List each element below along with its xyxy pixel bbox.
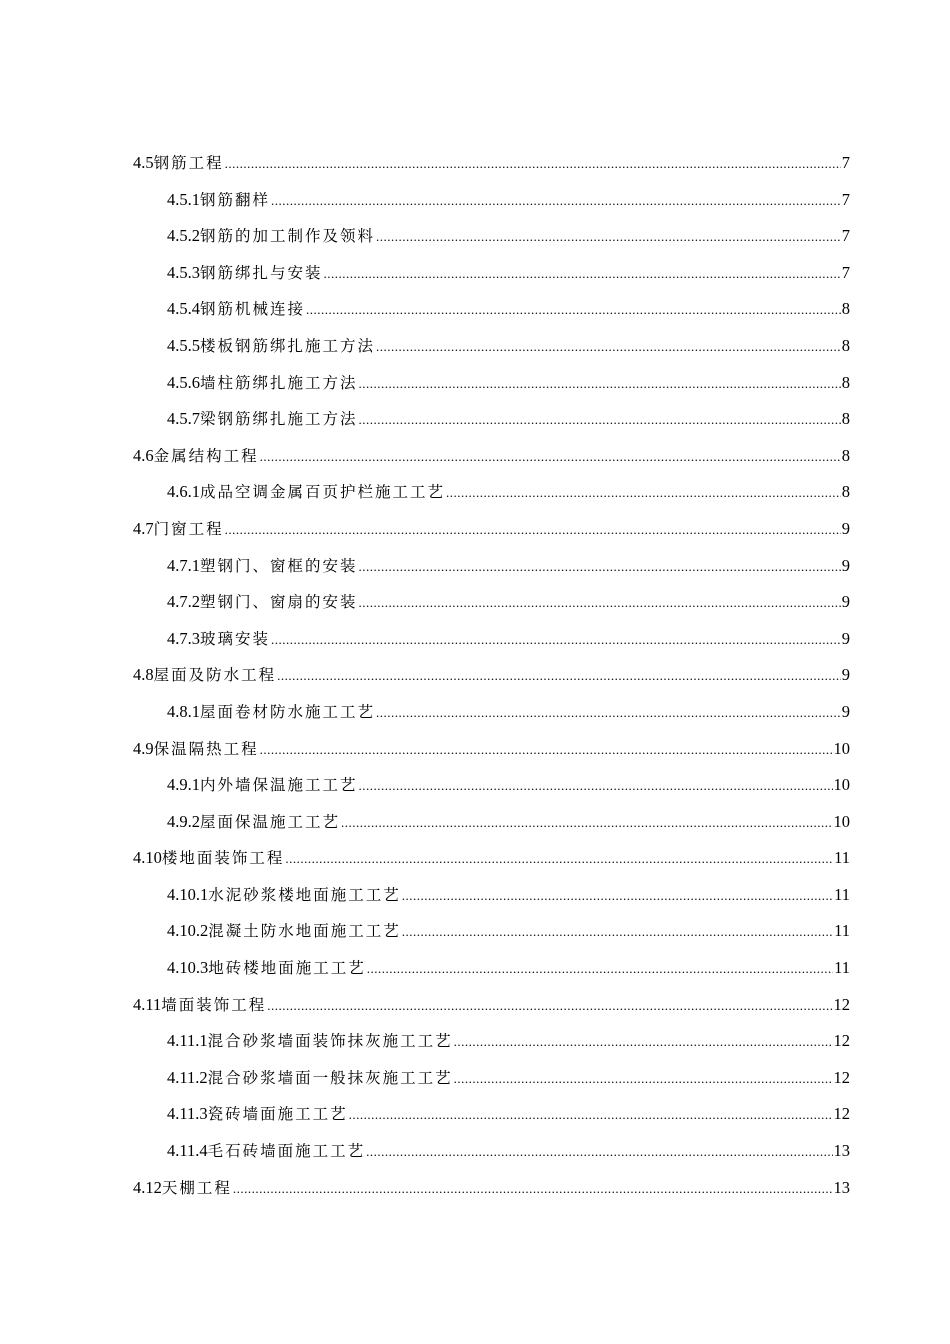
toc-entry-number: 4.5 bbox=[133, 153, 154, 172]
toc-entry-number: 4.6 bbox=[133, 445, 154, 465]
toc-entry[interactable] bbox=[133, 511, 850, 548]
toc-entry-title: 毛石砖墙面施工工艺 bbox=[207, 1142, 366, 1161]
toc-dot-leader bbox=[260, 438, 841, 476]
toc-entry-number: 4.9.2 bbox=[167, 811, 200, 831]
toc-dot-leader bbox=[341, 804, 832, 842]
toc-entry-number: 4.5.2 bbox=[167, 226, 200, 246]
toc-entry-page: 9 bbox=[841, 592, 850, 612]
toc-entry-number: 4.5.7 bbox=[167, 409, 200, 429]
toc-entry-page: 11 bbox=[834, 958, 850, 978]
toc-dot-leader bbox=[367, 950, 833, 988]
toc-dot-leader bbox=[359, 401, 841, 439]
toc-entry-title: 瓷砖墙面施工工艺 bbox=[207, 1105, 348, 1124]
toc-entry-number: 4.10.3 bbox=[167, 958, 209, 978]
toc-entry[interactable] bbox=[133, 731, 850, 768]
toc-entry-page: 8 bbox=[841, 299, 850, 319]
toc-entry-title: 屋面及防水工程 bbox=[153, 666, 277, 685]
toc-dot-leader bbox=[225, 145, 841, 183]
toc-dot-leader bbox=[366, 1133, 832, 1171]
toc-dot-leader bbox=[454, 1060, 833, 1098]
toc-entry-page: 7 bbox=[841, 226, 850, 246]
toc-dot-leader bbox=[285, 840, 833, 878]
toc-entry-number: 4.11.4 bbox=[167, 1141, 208, 1161]
toc-dot-leader bbox=[446, 474, 841, 512]
toc-entry-title: 钢筋机械连接 bbox=[200, 300, 306, 319]
toc-entry-title: 塑钢门、窗扇的安装 bbox=[200, 593, 358, 612]
toc-entry[interactable] bbox=[133, 218, 850, 255]
toc-entry-title: 保温隔热工程 bbox=[153, 739, 259, 758]
toc-dot-leader bbox=[402, 877, 833, 915]
toc-entry-number: 4.5.6 bbox=[167, 372, 200, 392]
toc-entry-page: 9 bbox=[841, 665, 850, 685]
toc-entry-title: 钢筋工程 bbox=[153, 154, 224, 172]
toc-entry-title: 门窗工程 bbox=[153, 519, 224, 538]
toc-dot-leader bbox=[402, 913, 833, 951]
toc-entry-title: 混凝土防水地面施工工艺 bbox=[208, 922, 401, 941]
toc-entry[interactable] bbox=[133, 145, 850, 182]
toc-entry-number: 4.9 bbox=[133, 738, 154, 758]
toc-entry-number: 4.8.1 bbox=[167, 701, 200, 721]
toc-dot-leader bbox=[225, 511, 841, 549]
toc-entry-page: 11 bbox=[834, 921, 850, 941]
toc-entry[interactable] bbox=[133, 1023, 850, 1060]
toc-entry-number: 4.10 bbox=[133, 848, 162, 868]
toc-dot-leader bbox=[454, 1023, 833, 1061]
toc-entry-number: 4.7 bbox=[133, 518, 154, 538]
toc-entry[interactable] bbox=[133, 584, 850, 621]
toc-dot-leader bbox=[233, 1170, 833, 1208]
toc-dot-leader bbox=[267, 987, 832, 1025]
toc-entry-page: 8 bbox=[841, 372, 850, 392]
toc-entry[interactable] bbox=[133, 767, 850, 804]
toc-dot-leader bbox=[359, 767, 833, 805]
toc-entry-title: 钢筋的加工制作及领料 bbox=[200, 227, 376, 246]
toc-entry-number: 4.11 bbox=[133, 994, 162, 1014]
toc-entry[interactable] bbox=[133, 1170, 850, 1207]
toc-dot-leader bbox=[260, 731, 833, 769]
toc-entry[interactable] bbox=[133, 657, 850, 694]
toc-dot-leader bbox=[376, 694, 841, 732]
toc-dot-leader bbox=[349, 1096, 833, 1134]
toc-entry-title: 屋面卷材防水施工工艺 bbox=[200, 702, 376, 721]
toc-entry-title: 成品空调金属百页护栏施工工艺 bbox=[200, 483, 446, 502]
toc-entry[interactable] bbox=[133, 438, 850, 475]
toc-entry-page: 12 bbox=[833, 1104, 850, 1124]
toc-entry-title: 玻璃安装 bbox=[200, 629, 271, 648]
toc-entry-title: 塑钢门、窗框的安装 bbox=[200, 556, 358, 575]
toc-entry-page: 12 bbox=[833, 1031, 850, 1051]
toc-entry[interactable] bbox=[133, 840, 850, 877]
toc-entry-title: 水泥砂浆楼地面施工工艺 bbox=[208, 885, 401, 904]
toc-entry-number: 4.12 bbox=[133, 1177, 162, 1197]
toc-dot-leader bbox=[324, 255, 841, 293]
toc-entry-number: 4.5.3 bbox=[167, 262, 200, 282]
toc-entry-number: 4.5.5 bbox=[167, 335, 200, 355]
toc-dot-leader bbox=[271, 182, 841, 220]
toc-entry-title: 楼地面装饰工程 bbox=[161, 849, 285, 868]
toc-entry[interactable] bbox=[133, 401, 850, 438]
toc-entry-page: 11 bbox=[834, 848, 850, 868]
toc-entry[interactable] bbox=[133, 913, 850, 950]
toc-entry-title: 楼板钢筋绑扎施工方法 bbox=[200, 336, 376, 355]
toc-entry-title: 钢筋翻样 bbox=[200, 190, 271, 209]
toc-entry-page: 10 bbox=[833, 811, 850, 831]
toc-entry[interactable] bbox=[133, 877, 850, 914]
toc-entry[interactable] bbox=[133, 365, 850, 402]
toc-entry[interactable] bbox=[133, 987, 850, 1024]
toc-dot-leader bbox=[376, 328, 841, 366]
toc-entry[interactable] bbox=[133, 182, 850, 219]
toc-entry[interactable] bbox=[133, 291, 850, 328]
toc-entry-title: 地砖楼地面施工工艺 bbox=[208, 959, 366, 978]
toc-entry-title: 墙柱筋绑扎施工方法 bbox=[200, 373, 358, 392]
toc-entry-page: 9 bbox=[841, 555, 850, 575]
toc-entry-title: 墙面装饰工程 bbox=[161, 995, 267, 1014]
toc-entry-number: 4.6.1 bbox=[167, 482, 200, 502]
toc-dot-leader bbox=[359, 365, 841, 403]
toc-entry[interactable] bbox=[133, 1096, 850, 1133]
toc-entry-title: 混合砂浆墙面装饰抹灰施工工艺 bbox=[207, 1032, 453, 1051]
toc-entry-number: 4.10.1 bbox=[167, 884, 209, 904]
toc-entry-page: 10 bbox=[833, 775, 850, 795]
toc-entry[interactable] bbox=[133, 694, 850, 731]
toc-entry-page: 12 bbox=[833, 1067, 850, 1087]
table-of-contents bbox=[133, 145, 850, 1206]
toc-entry-page: 7 bbox=[841, 189, 850, 209]
toc-entry-title: 钢筋绑扎与安装 bbox=[200, 263, 323, 282]
toc-entry-page: 12 bbox=[833, 994, 850, 1014]
toc-entry-title: 天棚工程 bbox=[161, 1178, 232, 1197]
toc-entry-page: 11 bbox=[834, 884, 850, 904]
toc-dot-leader bbox=[277, 657, 841, 695]
toc-dot-leader bbox=[306, 291, 841, 329]
toc-entry[interactable] bbox=[133, 621, 850, 658]
toc-entry[interactable] bbox=[133, 255, 850, 292]
toc-dot-leader bbox=[376, 218, 841, 256]
toc-entry-number: 4.5.1 bbox=[167, 189, 200, 209]
toc-entry-page: 7 bbox=[841, 262, 850, 282]
toc-entry-number: 4.11.2 bbox=[167, 1067, 208, 1087]
toc-entry[interactable] bbox=[133, 1060, 850, 1097]
toc-entry-title: 内外墙保温施工工艺 bbox=[200, 776, 358, 795]
toc-entry-title: 金属结构工程 bbox=[153, 446, 259, 465]
toc-entry-number: 4.7.1 bbox=[167, 555, 200, 575]
toc-entry-number: 4.5.4 bbox=[167, 299, 200, 319]
toc-entry[interactable] bbox=[133, 1133, 850, 1170]
toc-entry[interactable] bbox=[133, 548, 850, 585]
toc-entry-page: 9 bbox=[841, 518, 850, 538]
toc-entry[interactable] bbox=[133, 474, 850, 511]
toc-entry-title: 梁钢筋绑扎施工方法 bbox=[200, 410, 358, 429]
toc-entry-page: 10 bbox=[833, 738, 850, 758]
toc-entry-number: 4.10.2 bbox=[167, 921, 209, 941]
toc-entry-page: 8 bbox=[841, 482, 850, 502]
toc-entry-title: 混合砂浆墙面一般抹灰施工工艺 bbox=[207, 1068, 453, 1087]
toc-entry[interactable] bbox=[133, 328, 850, 365]
toc-entry-page: 7 bbox=[841, 153, 850, 172]
toc-entry-page: 8 bbox=[841, 445, 850, 465]
toc-entry-number: 4.7.3 bbox=[167, 628, 200, 648]
toc-entry-number: 4.11.3 bbox=[167, 1104, 208, 1124]
toc-entry-title: 屋面保温施工工艺 bbox=[200, 812, 341, 831]
toc-entry-page: 9 bbox=[841, 628, 850, 648]
toc-dot-leader bbox=[359, 548, 841, 586]
toc-dot-leader bbox=[359, 584, 841, 622]
toc-entry[interactable] bbox=[133, 804, 850, 841]
toc-entry-number: 4.7.2 bbox=[167, 592, 200, 612]
toc-dot-leader bbox=[271, 621, 841, 659]
toc-entry[interactable] bbox=[133, 950, 850, 987]
toc-entry-page: 9 bbox=[841, 701, 850, 721]
toc-entry-number: 4.11.1 bbox=[167, 1031, 208, 1051]
toc-entry-page: 8 bbox=[841, 335, 850, 355]
toc-entry-page: 8 bbox=[841, 409, 850, 429]
toc-entry-number: 4.8 bbox=[133, 665, 154, 685]
toc-entry-number: 4.9.1 bbox=[167, 775, 200, 795]
toc-entry-page: 13 bbox=[833, 1177, 850, 1197]
toc-entry-page: 13 bbox=[833, 1141, 850, 1161]
